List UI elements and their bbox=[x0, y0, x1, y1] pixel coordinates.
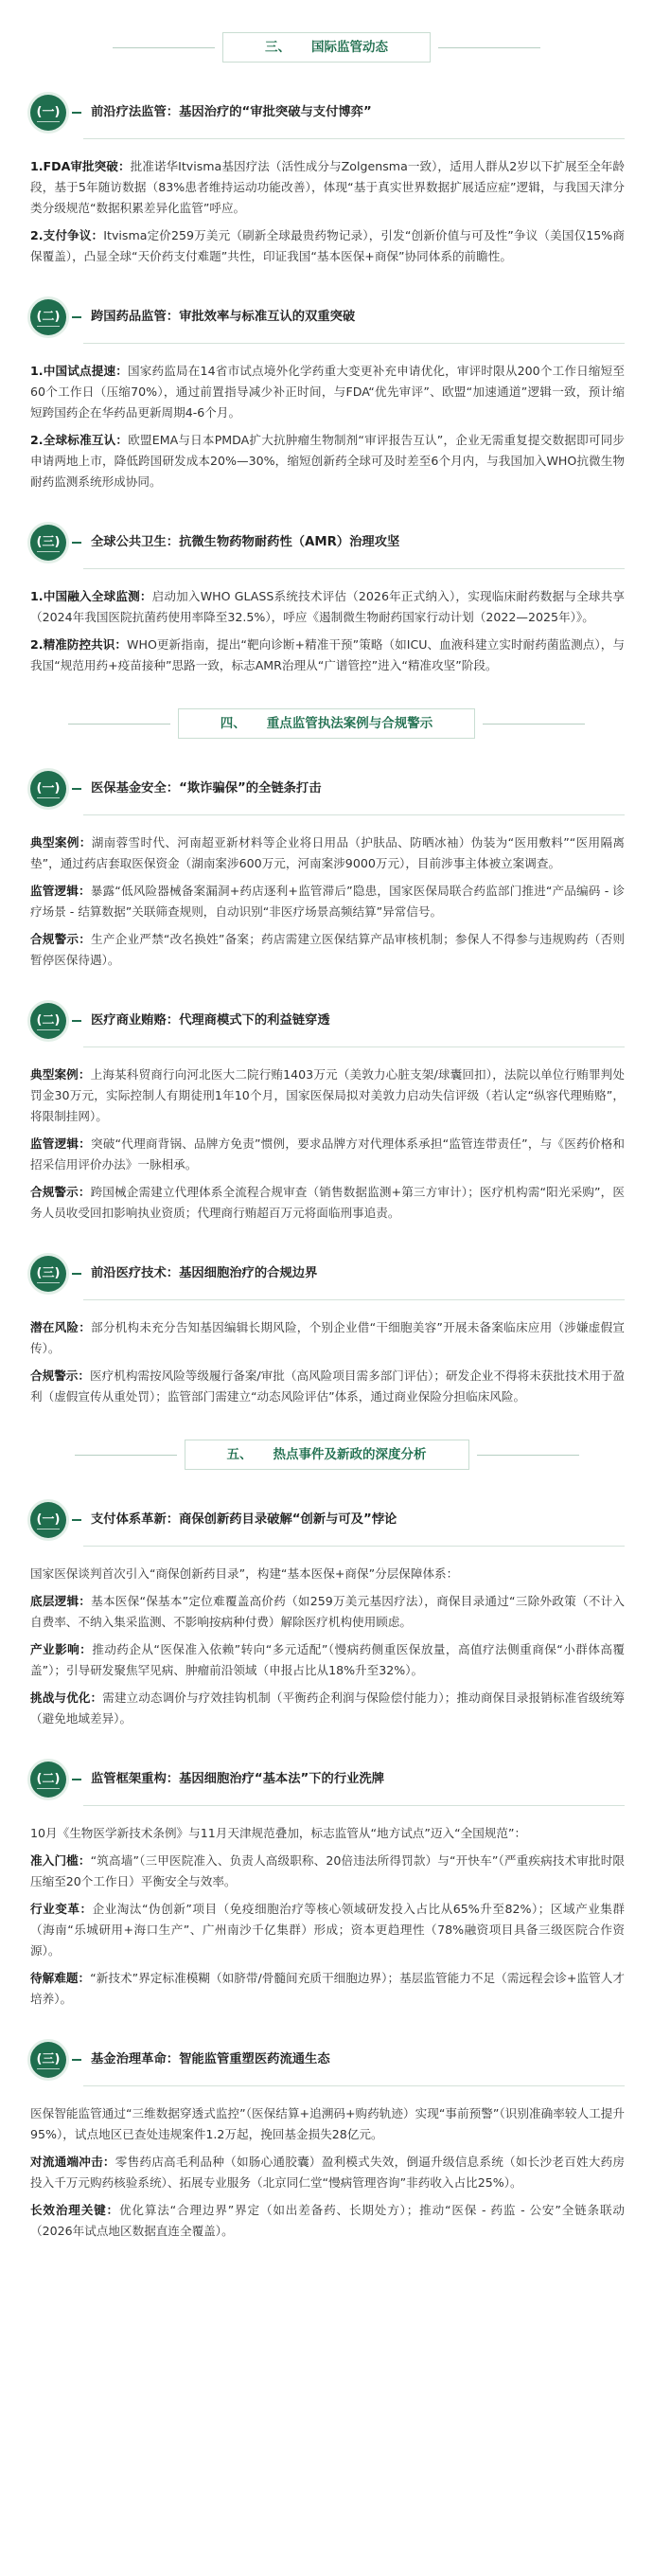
paragraph bbox=[30, 1317, 625, 1359]
paragraph-text: 需建立动态调价与疗效挂钩机制（平衡药企利润与保险偿付能力）；推动商保目录报销标准省级统筹（避免地域差异）。 bbox=[30, 1690, 626, 1726]
paragraph-label: 合规警示： bbox=[30, 1368, 91, 1383]
section-divider bbox=[83, 2085, 625, 2086]
paragraph bbox=[30, 1182, 625, 1224]
paragraph-text: 零售药店高毛利品种（如肠心通胶囊）盈利模式失效，倒逼升级信息系统（如长沙老百姓大药房投入千万元购药核验系统）、拓展专业服务（北京同仁堂“慢病管理咨询”非药收入占比25%）。 bbox=[30, 2155, 626, 2190]
section-header bbox=[30, 525, 625, 561]
badge-dash bbox=[72, 1020, 81, 1022]
section-divider bbox=[83, 1546, 625, 1547]
paragraph-text: “筑高墙”（三甲医院准入、负责人高级职称、20倍违法所得罚款）与“开快车”（严重疾病技术审批时限压缩至20个工作日）平衡安全与效率。 bbox=[30, 1853, 626, 1888]
paragraph bbox=[30, 156, 625, 219]
section-title: 医疗商业贿赂：代理商模式下的利益链穿透 bbox=[91, 1013, 330, 1028]
chapter-number: 三、 bbox=[265, 40, 291, 55]
section-header bbox=[30, 299, 625, 335]
section-title: 跨国药品监管：审批效率与标准互认的双重突破 bbox=[91, 310, 356, 324]
chapter-line-right bbox=[438, 47, 540, 48]
chapter-title-box bbox=[178, 708, 476, 739]
section-number-badge: (二) bbox=[30, 299, 66, 335]
paragraph-text: 基本医保“保基本”定位难覆盖高价药（如259万美元基因疗法），商保目录通过“三除外政策（不计入自费率、不纳入集采监测、不影响按病种付费）解除医疗机构使用顾虑。 bbox=[30, 1594, 626, 1629]
paragraph-label: 监管逻辑： bbox=[30, 884, 91, 898]
badge-dash bbox=[72, 542, 81, 544]
paragraph-text: 国家药监局在14省市试点境外化学药重大变更补充申请优化，审评时限从200个工作日缩短至60个工作日（压缩70%），通过前置指导减少补正时间，与FDA“优先审评”、欧盟“加速通道”逻辑一致，预计缩短跨国药企在华药品更新周期4-6个月。 bbox=[30, 364, 625, 420]
paragraph-text: 批准诺华Itvisma基因疗法（活性成分与Zolgensma一致），适用人群从2岁以下扩展至全年龄段，基于5年随访数据（83%患者维持运动功能改善），体现“基于真实世界数据扩展适应症”逻辑，与我国天津分类分级规范“数据积累差异化监管”呼应。 bbox=[30, 159, 625, 215]
section-gene-therapy bbox=[0, 95, 653, 267]
section-number-badge: (三) bbox=[30, 1256, 66, 1292]
badge-dash bbox=[72, 316, 81, 318]
section-number-badge: (三) bbox=[30, 525, 66, 561]
paragraph-text: “新技术”界定标准模糊（如脐带/骨髓间充质干细胞边界）；基层监管能力不足（需远程会诊+监管人才培养）。 bbox=[30, 1971, 626, 2006]
paragraph-label: 2.全球标准互认： bbox=[30, 433, 129, 447]
section-cross-border-regulation bbox=[0, 299, 653, 492]
paragraph bbox=[30, 1968, 625, 2010]
chapter-four-header bbox=[0, 708, 653, 739]
chapter-title-box bbox=[185, 1440, 469, 1470]
chapter-five-header bbox=[0, 1440, 653, 1470]
section-number-badge: (一) bbox=[30, 1502, 66, 1538]
paragraph-label: 行业变革： bbox=[30, 1902, 93, 1916]
paragraph-text: WHO更新指南，提出“靶向诊断+精准干预”策略（如ICU、血液科建立实时耐药菌监测点），与我国“规范用药+疫苗接种”思路一致，标志AMR治理从“广谱管控”进入“精准攻坚”阶段。 bbox=[30, 637, 625, 672]
paragraph-label: 2.支付争议： bbox=[30, 228, 104, 242]
chapter-title-box bbox=[222, 32, 431, 63]
chapter-line-left bbox=[113, 47, 215, 48]
paragraph bbox=[30, 1899, 625, 1961]
chapter-number: 五、 bbox=[226, 1447, 253, 1462]
paragraph-text: 湖南蓉雪时代、河南超亚新材料等企业将日用品（护肤品、防晒冰袖）伪装为“医用敷料”“医用隔离垫”，通过药店套取医保资金（湖南案涉600万元，河南案涉9000万元），目前涉事主体被立案调查。 bbox=[30, 835, 626, 870]
paragraph-text: 医疗机构需按风险等级履行备案/审批（高风险项目需多部门评估）；研发企业不得将未获批技术用于盈利（虚假宣传从重处罚）；监管部门需建立“动态风险评估”体系，通过商业保险分担临床风险。 bbox=[30, 1368, 626, 1404]
paragraph bbox=[30, 929, 625, 971]
paragraph bbox=[30, 586, 625, 628]
paragraph-label: 对流通端冲击： bbox=[30, 2155, 115, 2169]
section-header bbox=[30, 1762, 625, 1798]
chapter-title: 重点监管执法案例与合规警示 bbox=[266, 716, 433, 731]
section-number-badge: (一) bbox=[30, 771, 66, 807]
paragraph-label: 挑战与优化： bbox=[30, 1690, 103, 1705]
paragraph bbox=[30, 1366, 625, 1407]
section-header bbox=[30, 1256, 625, 1292]
paragraph-label: 监管逻辑： bbox=[30, 1136, 91, 1151]
paragraph-text: 欧盟EMA与日本PMDA扩大抗肿瘤生物制剂“审评报告互认”，企业无需重复提交数据即可同步申请两地上市，降低跨国研发成本20%—30%，缩短创新药全球可及时差至6个月内，与我国加入WHO抗微生物耐药监测系统形成协同。 bbox=[30, 433, 625, 489]
paragraph-label: 1.中国试点提速： bbox=[30, 364, 129, 378]
paragraph-label: 准入门槛： bbox=[30, 1853, 91, 1868]
paragraph-intro: 医保智能监管通过“三维数据穿透式监控”（医保结算+追溯码+购药轨迹）实现“事前预警”（识别准确率较人工提升95%），试点地区已查处违规案件1.2万起，挽回基金损失28亿元。 bbox=[30, 2106, 625, 2141]
paragraph bbox=[30, 1134, 625, 1175]
paragraph bbox=[30, 1591, 625, 1633]
paragraph-label: 潜在风险： bbox=[30, 1320, 92, 1334]
section-divider bbox=[83, 1046, 625, 1047]
paragraph bbox=[30, 881, 625, 922]
paragraph bbox=[30, 430, 625, 492]
paragraph bbox=[30, 1851, 625, 1892]
section-gene-cell-compliance bbox=[0, 1256, 653, 1407]
section-number-badge: (二) bbox=[30, 1762, 66, 1798]
badge-dash bbox=[72, 1779, 81, 1780]
paragraph-label: 合规警示： bbox=[30, 1185, 91, 1199]
paragraph-intro: 10月《生物医学新技术条例》与11月天津规范叠加，标志监管从“地方试点”迈入“全国规范”： bbox=[30, 1826, 527, 1840]
paragraph-label: 典型案例： bbox=[30, 1067, 91, 1082]
chapter-three-header bbox=[0, 32, 653, 63]
paragraph bbox=[30, 1639, 625, 1681]
paragraph-label: 1.FDA审批突破： bbox=[30, 159, 131, 173]
badge-dash bbox=[72, 1273, 81, 1275]
section-header bbox=[30, 1502, 625, 1538]
paragraph bbox=[30, 1688, 625, 1729]
paragraph bbox=[30, 1064, 625, 1127]
badge-dash bbox=[72, 1519, 81, 1521]
badge-dash bbox=[72, 2059, 81, 2061]
paragraph-label: 1.中国融入全球监测： bbox=[30, 589, 152, 603]
section-number-badge: (一) bbox=[30, 95, 66, 131]
section-title: 基金治理革命：智能监管重塑医药流通生态 bbox=[91, 2052, 330, 2066]
paragraph-label: 长效治理关键： bbox=[30, 2203, 119, 2217]
chapter-title: 国际监管动态 bbox=[311, 40, 388, 55]
chapter-number: 四、 bbox=[220, 716, 246, 731]
section-header bbox=[30, 771, 625, 807]
paragraph-label: 待解难题： bbox=[30, 1971, 91, 1985]
section-number-badge: (三) bbox=[30, 2042, 66, 2078]
paragraph-text: 突破“代理商背锅、品牌方免责”惯例，要求品牌方对代理体系承担“监管连带责任”，与《医药价格和招采信用评价办法》一脉相承。 bbox=[30, 1136, 625, 1172]
section-title: 前沿疗法监管：基因治疗的“审批突破与支付博弈” bbox=[91, 105, 372, 119]
paragraph-label: 底层逻辑： bbox=[30, 1594, 92, 1608]
chapter-line-right bbox=[477, 1455, 579, 1456]
section-title: 医保基金安全：“欺诈骗保”的全链条打击 bbox=[91, 781, 322, 796]
paragraph-text: 企业淘汰“伪创新”项目（免疫细胞治疗等核心领域研发投入占比从65%升至82%）；区域产业集群（海南“乐城研用+海口生产”、广州南沙千亿集群）形成；资本更趋理性（78%融资项目具备三级医院合作资源）。 bbox=[30, 1902, 626, 1958]
section-divider bbox=[83, 814, 625, 815]
paragraph-label: 产业影响： bbox=[30, 1642, 93, 1656]
paragraph-label: 2.精准防控共识： bbox=[30, 637, 128, 652]
paragraph bbox=[30, 361, 625, 423]
section-title: 前沿医疗技术：基因细胞治疗的合规边界 bbox=[91, 1266, 318, 1280]
paragraph-text: 推动药企从“医保准入依赖”转向“多元适配”（慢病药侧重医保放量，高值疗法侧重商保“小群体高覆盖”）；引导研发聚焦罕见病、肿瘤前沿领域（申报占比从18%升至32%）。 bbox=[30, 1642, 626, 1677]
section-title: 监管框架重构：基因细胞治疗“基本法”下的行业洗牌 bbox=[91, 1772, 385, 1786]
paragraph bbox=[30, 2200, 625, 2242]
chapter-title: 热点事件及新政的深度分析 bbox=[273, 1447, 427, 1462]
section-header bbox=[30, 95, 625, 131]
section-divider bbox=[83, 1805, 625, 1806]
section-insurance-fraud bbox=[0, 771, 653, 971]
paragraph-text: 暴露“低风险器械备案漏洞+药店逐利+监管滞后”隐患，国家医保局联合药监部门推进“产品编码 - 诊疗场景 - 结算数据”关联筛查规则，自动识别“非医疗场景高频结算”异常信号。 bbox=[30, 884, 626, 919]
paragraph-label: 典型案例： bbox=[30, 835, 92, 850]
section-header bbox=[30, 1003, 625, 1039]
section-header bbox=[30, 2042, 625, 2078]
paragraph bbox=[30, 2152, 625, 2193]
section-commercial-bribery bbox=[0, 1003, 653, 1224]
paragraph-text: 上海某科贸商行向河北医大二院行贿1403万元（美敦力心脏支架/球囊回扣），法院以单位行贿罪判处罚金30万元，实际控制人有期徒刑1年10个月，国家医保局拟对美敦力启动失信评级（若认定“纵容代理贿赂”，将限制挂网）。 bbox=[30, 1067, 625, 1123]
section-number-badge: (二) bbox=[30, 1003, 66, 1039]
section-title: 全球公共卫生：抗微生物药物耐药性（AMR）治理攻坚 bbox=[91, 535, 400, 549]
section-fund-governance bbox=[0, 2042, 653, 2242]
badge-dash bbox=[72, 788, 81, 790]
section-divider bbox=[83, 138, 625, 139]
section-divider bbox=[83, 1299, 625, 1300]
section-divider bbox=[83, 343, 625, 344]
section-title: 支付体系革新：商保创新药目录破解“创新与可及”悖论 bbox=[91, 1512, 397, 1527]
paragraph bbox=[30, 832, 625, 874]
paragraph bbox=[30, 225, 625, 267]
section-amr-governance bbox=[0, 525, 653, 676]
section-payment-reform bbox=[0, 1502, 653, 1729]
paragraph-text: 部分机构未充分告知基因编辑长期风险，个别企业借“干细胞美容”开展未备案临床应用（涉嫌虚假宣传）。 bbox=[30, 1320, 625, 1355]
paragraph-text: 跨国械企需建立代理体系全流程合规审查（销售数据监测+第三方审计）；医疗机构需“阳光采购”，医务人员收受回扣影响执业资质；代理商行贿超百万元将面临刑事追责。 bbox=[30, 1185, 625, 1220]
section-divider bbox=[83, 568, 625, 569]
paragraph-text: 生产企业严禁“改名换姓”备案；药店需建立医保结算产品审核机制；参保人不得参与违规购药（否则暂停医保待遇）。 bbox=[30, 932, 625, 967]
paragraph-intro: 国家医保谈判首次引入“商保创新药目录”，构建“基本医保+商保”分层保障体系： bbox=[30, 1566, 459, 1581]
paragraph-text: 优化算法“合理边界”界定（如出差备药、长期处方）；推动“医保 - 药监 - 公安”全链条联动（2026年试点地区数据直连全覆盖）。 bbox=[30, 2203, 626, 2238]
section-framework-restructure bbox=[0, 1762, 653, 2010]
paragraph-text: 启动加入WHO GLASS系统技术评估（2026年正式纳入），实现临床耐药数据与全球共享（2024年我国医院抗菌药使用率降至32.5%），呼应《遏制微生物耐药国家行动计划（2022—2025年）》。 bbox=[30, 589, 625, 624]
paragraph-label: 合规警示： bbox=[30, 932, 92, 946]
paragraph bbox=[30, 635, 625, 676]
badge-dash bbox=[72, 112, 81, 114]
paragraph-text: Itvisma定价259万美元（刷新全球最贵药物记录），引发“创新价值与可及性”争议（美国仅15%商保覆盖），凸显全球“天价药支付难题”共性，印证我国“基本医保+商保”协同体系的前瞻性。 bbox=[30, 228, 625, 263]
chapter-line-left bbox=[75, 1455, 177, 1456]
